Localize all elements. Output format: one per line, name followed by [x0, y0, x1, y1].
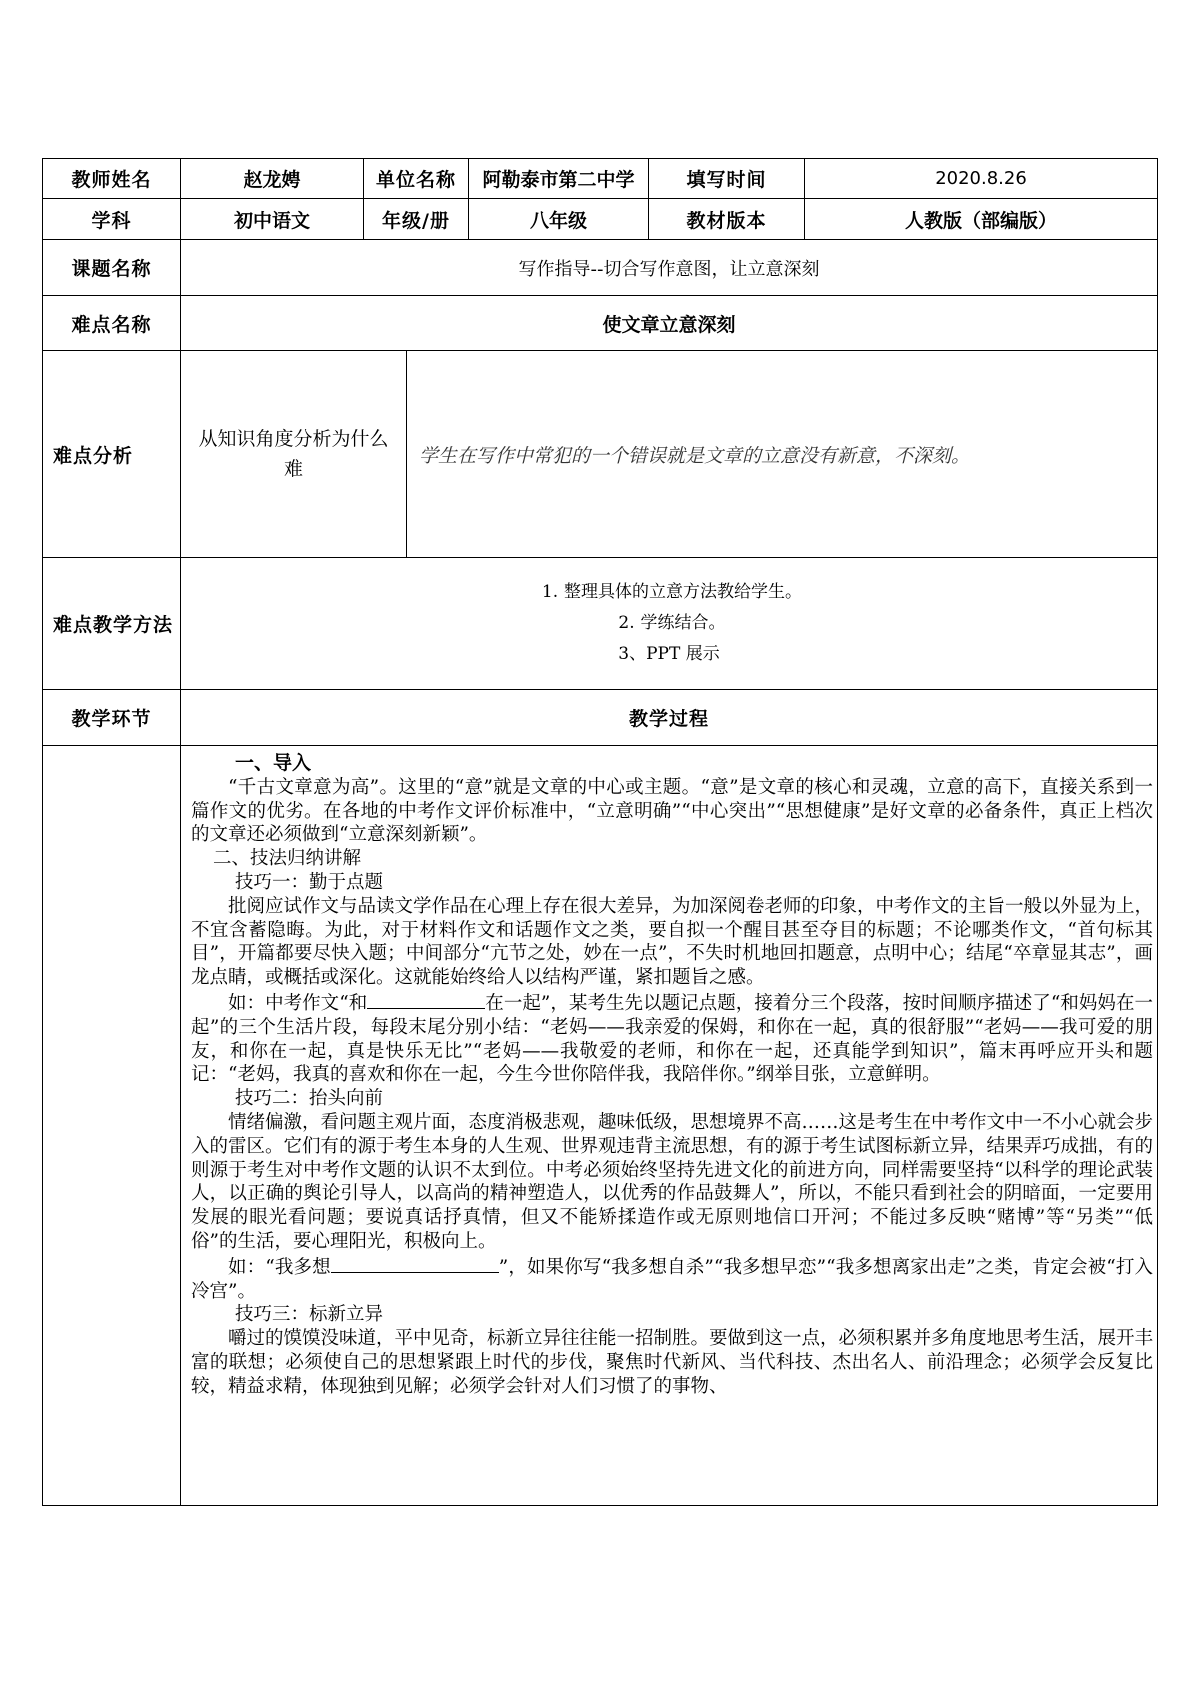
skill1-title: 技巧一：勤于点题 [235, 871, 384, 893]
analysis-row [43, 351, 1158, 558]
header-row-2 [43, 199, 1158, 240]
grade-label: 年级/册 [364, 199, 469, 240]
analysis-inner [181, 351, 1157, 557]
skill1-example: 如：中考作文“和 在一起”，某考生先以题记点题，接着分三个段落，按时间顺序描述了“和妈妈在一起”的三个生活片段，每段末尾分别小结：“老妈——我亲爱的保姆，和你在一起，真的很舒服”“老妈——我可爱的朋友，和你在一起，真是快乐无比”“老妈——我敬爱的老师，和你在一起，还真能学到知识”，篇末再呼应开头和题记：“老妈，我真的喜欢和你在一起，今生今世你陪伴我，我陪伴你。”纲举目张，立意鲜明。 [191, 990, 1153, 1087]
topic-label: 课题名称 [43, 240, 181, 296]
topic-value: 写作指导--切合写作意图，让立意深刻 [181, 240, 1158, 296]
section2-heading: 二、技法归纳讲解 [213, 848, 362, 870]
header-row-1 [43, 159, 1158, 199]
difficulty-label: 难点名称 [43, 296, 181, 351]
stage-cell [43, 746, 181, 1506]
fill-date-value: 2020.8.26 [805, 159, 1158, 199]
subject-value: 初中语文 [181, 199, 364, 240]
intro-paragraph: “千古文章意为高”。这里的“意”就是文章的中心或主题。“意”是文章的核心和灵魂，立意的高下，直接关系到一篇作文的优劣。在各地的中考作文评价标准中，“立意明确”“中心突出”“思想健康”是好文章的必备条件，真正上档次的文章还必须做到“立意深刻新颖”。 [191, 776, 1153, 846]
analysis-label: 难点分析 [43, 351, 181, 558]
method-item: 3、PPT 展示 [618, 644, 720, 664]
difficulty-value: 使文章立意深刻 [181, 296, 1158, 351]
intro-heading: 一、导入 [235, 752, 312, 774]
methods-row [43, 558, 1158, 690]
edition-value: 人教版（部编版） [805, 199, 1158, 240]
method-item: 1. 整理具体的立意方法教给学生。 [541, 582, 802, 602]
unit-name-label: 单位名称 [364, 159, 469, 199]
lesson-plan-table [42, 158, 1158, 1506]
subject-label: 学科 [43, 199, 181, 240]
analysis-text: 学生在写作中常犯的一个错误就是文章的立意没有新意，不深刻。 [419, 444, 971, 467]
methods-list [181, 558, 1158, 690]
skill1-paragraph: 批阅应试作文与品读文学作品在心理上存在很大差异，为加深阅卷老师的印象，中考作文的主旨一般以外显为上，不宜含蓄隐晦。为此，对于材料作文和话题作文之类，要自拟一个醒目甚至夺目的标题；不论哪类作文，“首句标其目”，开篇都要尽快入题；中间部分“亢节之处，妙在一点”，不失时机地回扣题意，点明中心；结尾“卒章显其志”，画龙点睛，或概括或深化。这就能始终给人以结构严谨，紧扣题旨之感。 [191, 895, 1154, 989]
analysis-sub-label: 从知识角度分析为什么难 [181, 351, 407, 557]
fill-blank [331, 1254, 499, 1273]
edition-label: 教材版本 [649, 199, 805, 240]
fill-date-label: 填写时间 [649, 159, 805, 199]
methods-label: 难点教学方法 [43, 558, 181, 690]
method-item: 2. 学练结合。 [618, 613, 726, 633]
skill3-title: 技巧三：标新立异 [235, 1304, 384, 1326]
teacher-name-value: 赵龙娉 [181, 159, 364, 199]
skill2-example: 如：“我多想 ”，如果你写“我多想自杀”“我多想早恋”“我多想离家出走”之类，肯定会被“打入冷宫”。 [191, 1254, 1153, 1304]
stage-label: 教学环节 [43, 690, 181, 746]
topic-row [43, 240, 1158, 296]
process-label: 教学过程 [181, 690, 1158, 746]
process-body-row [43, 746, 1158, 1506]
fill-blank [367, 990, 485, 1009]
skill2-paragraph: 情绪偏激，看问题主观片面，态度消极悲观，趣味低级，思想境界不高……这是考生在中考作文中一不小心就会步入的雷区。它们有的源于考生本身的人生观、世界观违背主流思想，有的源于考生试图标新立异，结果弄巧成拙，有的则源于考生对中考作文题的认识不太到位。中考必须始终坚持先进文化的前进方向，同样需要坚持“以科学的理论武装人，以正确的舆论引导人，以高尚的精神塑造人，以优秀的作品鼓舞人”，所以，不能只看到社会的阴暗面，一定要用发展的眼光看问题；要说真话抒真情，但又不能矫揉造作或无原则地信口开河；不能过多反映“赌博”等“另类”“低俗”的生活，要心理阳光，积极向上。 [191, 1111, 1154, 1252]
skill3-paragraph: 嚼过的馍馍没味道，平中见奇，标新立异往往能一招制胜。要做到这一点，必须积累并多角度地思考生活，展开丰富的联想；必须使自己的思想紧跟上时代的步伐，聚焦时代新风、当代科技、杰出名人、前沿理念；必须学会反复比较，精益求精，体现独到见解；必须学会针对人们习惯了的事物、 [191, 1328, 1154, 1397]
teacher-name-label: 教师姓名 [43, 159, 181, 199]
difficulty-row [43, 296, 1158, 351]
process-header-row [43, 690, 1158, 746]
unit-name-value: 阿勒泰市第二中学 [469, 159, 649, 199]
process-content [181, 746, 1158, 1506]
grade-value: 八年级 [469, 199, 649, 240]
skill2-title: 技巧二：抬头向前 [235, 1088, 384, 1110]
